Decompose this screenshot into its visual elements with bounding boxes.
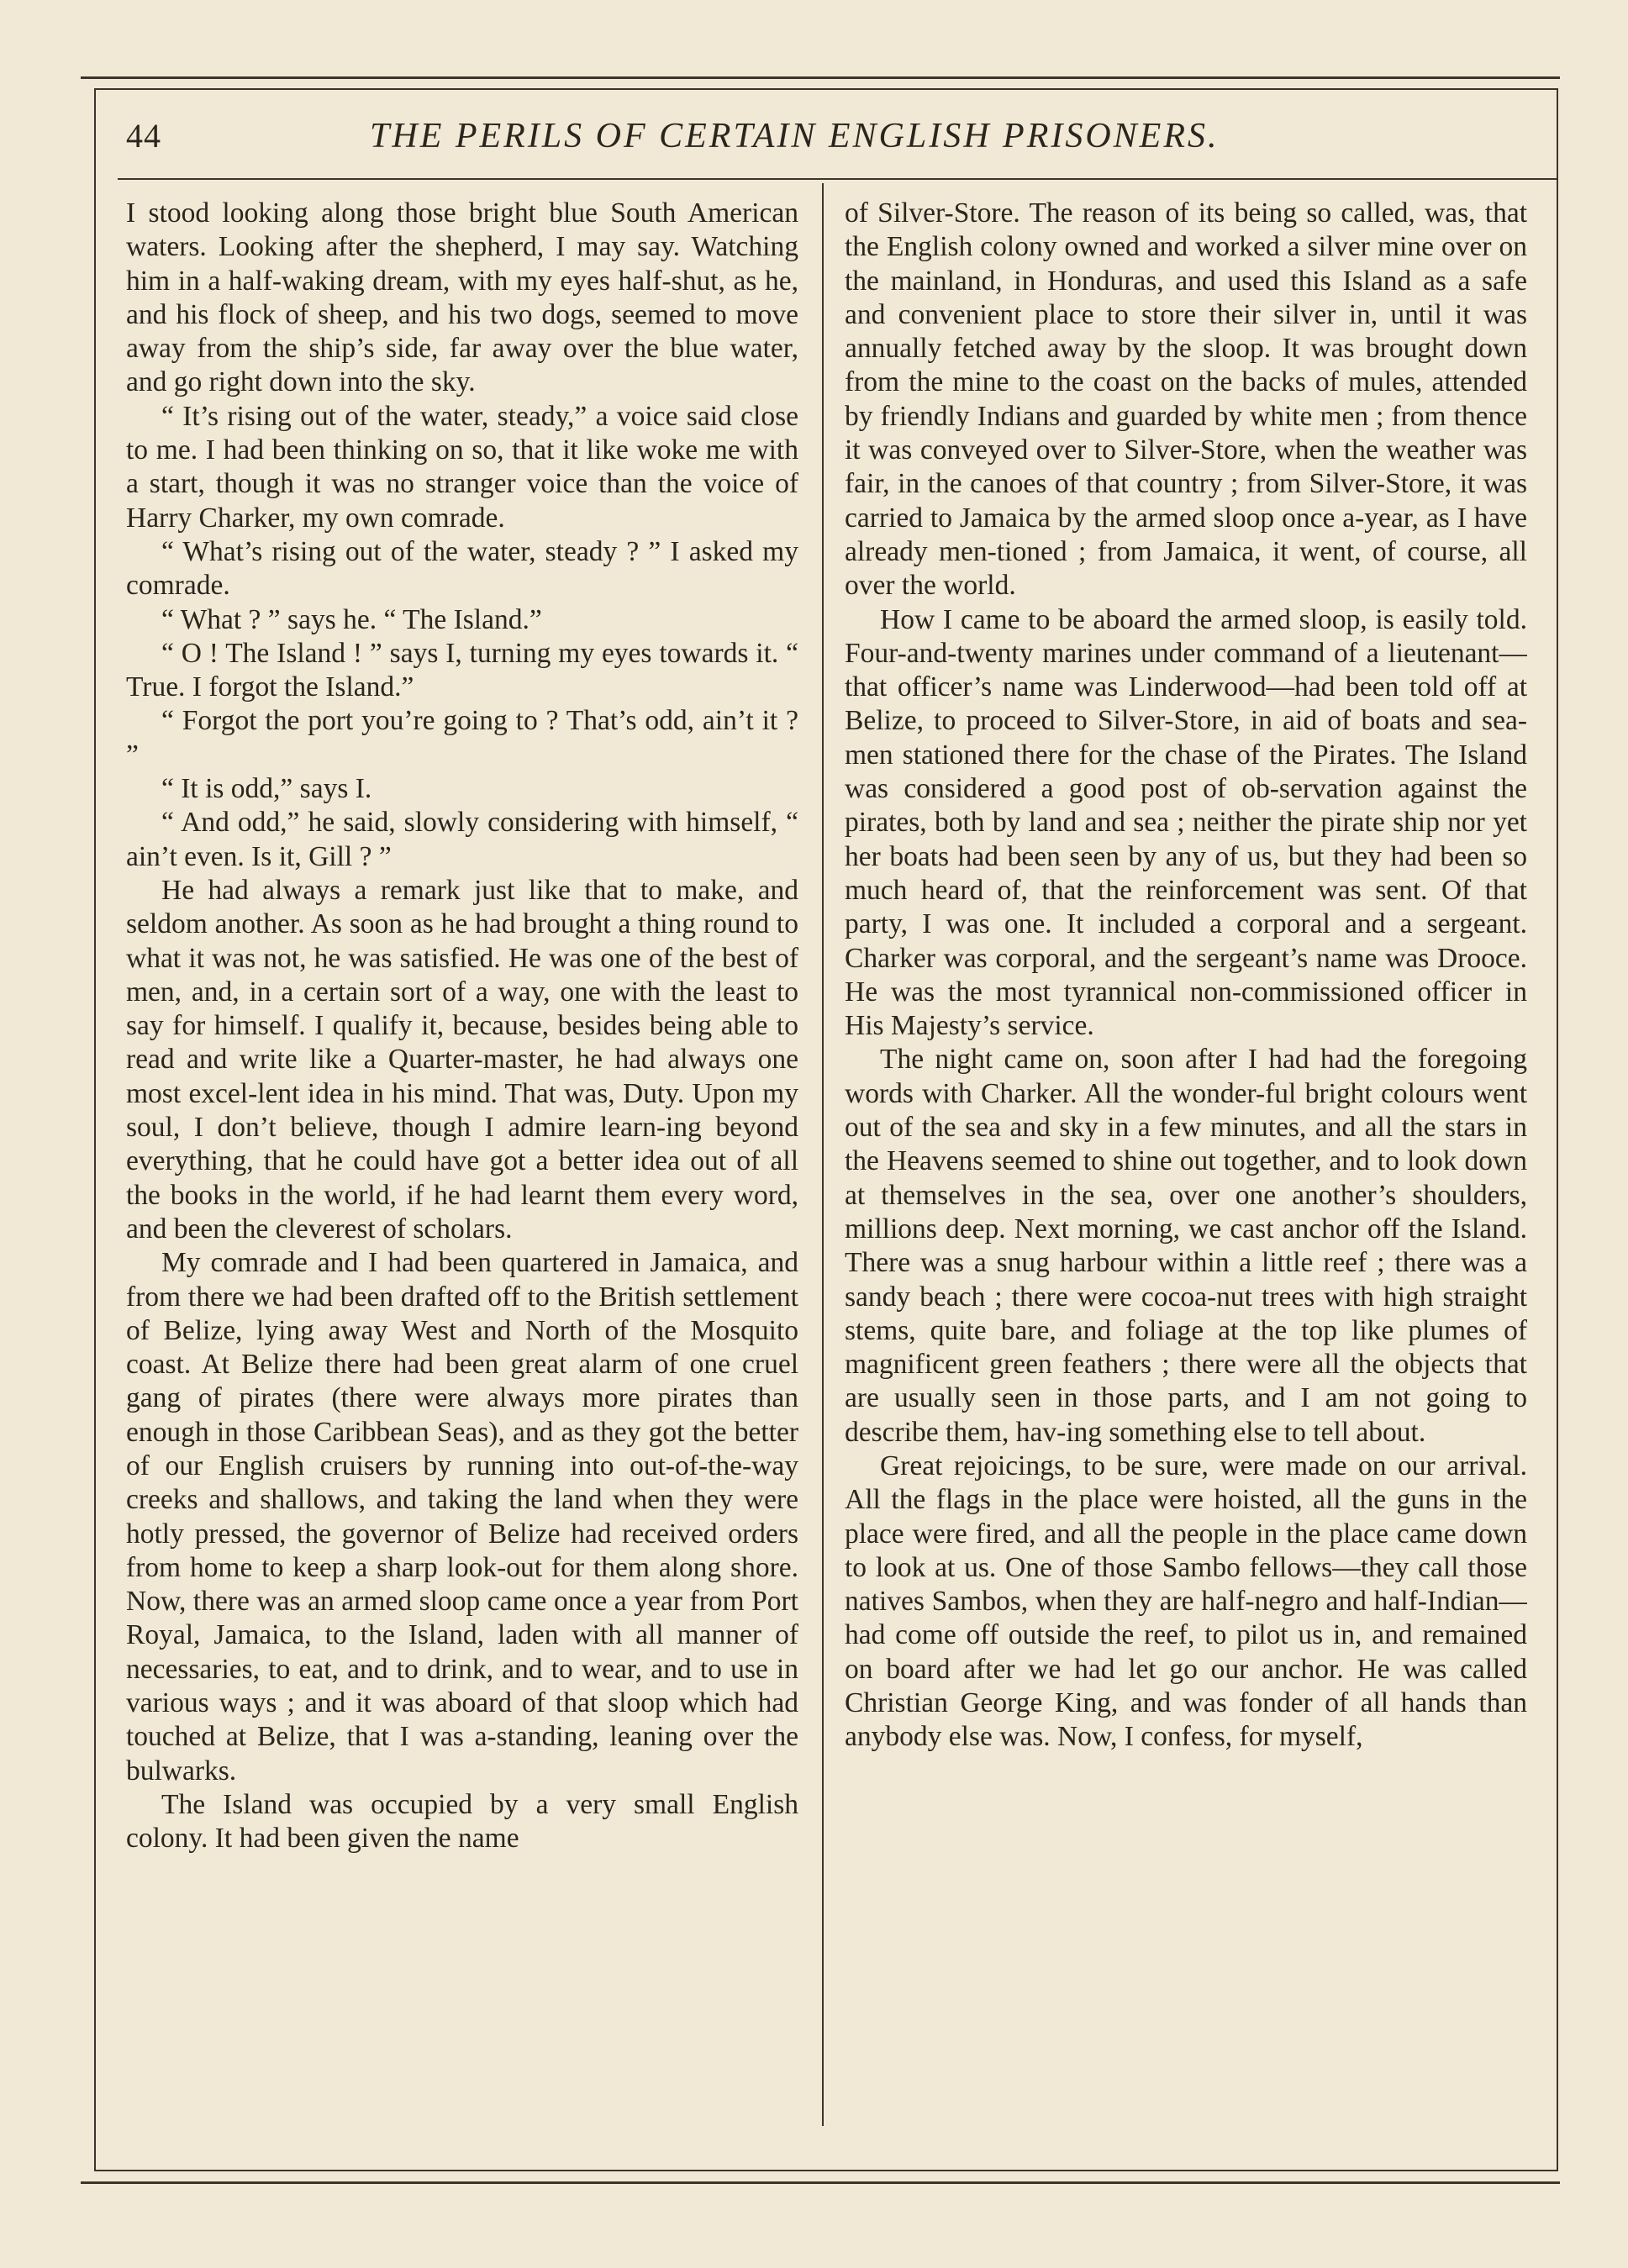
right-column: [845, 197, 1527, 2129]
paragraph: How I came to be aboard the armed sloop, is easily told. Four-and-twenty marines under command of a lieutenant—that officer’s name was Linderwood—had been told off at Belize, to proceed to Silver-Store, in aid of boats and sea-men stationed there for the chase of the Pirates. The Island was considered a good post of ob-servation against the pirates, both by land and sea ; neither the pirate ship nor yet her boats had been seen by any of us, but they had been so much heard of, that the reinforcement was sent. Of that party, I was one. It included a corporal and a sergeant. Charker was corporal, and the sergeant’s name was Drooce. He was the most tyrannical non-commissioned officer in His Majesty’s service.: [845, 603, 1527, 1042]
paragraph: “ What’s rising out of the water, steady ? ” I asked my comrade.: [126, 535, 798, 602]
paragraph: “ It’s rising out of the water, steady,” a voice said close to me. I had been thinking on so, that it like woke me with a start, though it was no stranger voice than the voice of Harry Charker, my own comrade.: [126, 400, 798, 534]
bottom-rule-outer: [81, 2181, 1560, 2184]
paragraph: My comrade and I had been quartered in Jamaica, and from there we had been drafted off to the British settlement of Belize, lying away West and North of the Mosquito coast. At Belize there had been great alarm of one cruel gang of pirates (there were always more pirates than enough in those Caribbean Seas), and as they got the better of our English cruisers by running into out-of-the-way creeks and shallows, and taking the land when they were hotly pressed, the governor of Belize had received orders from home to keep a sharp look-out for them along shore. Now, there was an armed sloop came once a year from Port Royal, Jamaica, to the Island, laden with all manner of necessaries, to eat, and to drink, and to wear, and to use in various ways ; and it was aboard of that sloop which had touched at Belize, that I was a-standing, leaning over the bulwarks.: [126, 1247, 798, 1787]
paragraph: “ It is odd,” says I.: [161, 773, 372, 805]
paragraph: of Silver-Store. The reason of its being so called, was, that the English colony owned and worked a silver mine over on the mainland, in Honduras, and used this Island as a safe and convenient place to store their silver in, until it was annually fetched away by the sloop. It was brought down from the mine to the coast on the backs of mules, attended by friendly Indians and guarded by white men ; from thence it was conveyed over to Silver-Store, when the weather was fair, in the canoes of that country ; from Silver-Store, it was carried to Jamaica by the armed sloop once a-year, as I have already men-tioned ; from Jamaica, it went, of course, all over the world.: [845, 197, 1527, 602]
column-divider: [822, 183, 824, 2126]
running-title: THE PERILS OF CERTAIN ENGLISH PRISONERS.: [370, 117, 1220, 155]
left-column: [126, 197, 798, 2129]
paragraph: “ And odd,” he said, slowly considering with himself, “ ain’t even. Is it, Gill ? ”: [126, 807, 798, 872]
right-rule: [1557, 88, 1558, 2171]
paragraph: Great rejoicings, to be sure, were made on our arrival. All the flags in the place were hoisted, all the guns in the place were fired, and all the people in the place came down to look at us. One of those Sambo fellows—they call those natives Sambos, when they are half-negro and half-Indian—had come off outside the reef, to pilot us in, and remained on board after we had let go our anchor. He was called Christian George King, and was fonder of all hands than anybody else was. Now, I confess, for myself,: [845, 1450, 1527, 1753]
paragraph: I stood looking along those bright blue South American waters. Looking after the shepherd, I may say. Watching him in a half-waking dream, with my eyes half-shut, as he, and his flock of sheep, and his two dogs, seemed to move away from the ship’s side, far away over the blue water, and go right down into the sky.: [126, 197, 798, 398]
paragraph: “ O ! The Island ! ” says I, turning my eyes towards it. “ True. I forgot the Island.”: [126, 637, 798, 703]
paragraph: He had always a remark just like that to make, and seldom another. As soon as he had brought a thing round to what it was not, he was satisfied. He was one of the best of men, and, in a certain sort of a way, one with the least to say for himself. I qualify it, because, besides being able to read and write like a Quarter-master, he had always one most excel-lent idea in his mind. That was, Duty. Upon my soul, I don’t believe, though I admire learn-ing beyond everything, that he could have got a better idea out of all the books in the world, if he had learnt them every word, and been the cleverest of scholars.: [126, 874, 798, 1245]
page-header: [126, 116, 1538, 166]
header-rule: [118, 178, 1557, 180]
paragraph: The Island was occupied by a very small English colony. It had been given the name: [126, 1788, 798, 1855]
top-rule-outer: [81, 76, 1560, 79]
left-rule: [94, 88, 96, 2171]
bottom-rule-inner: [94, 2170, 1558, 2171]
paragraph: The night came on, soon after I had had the foregoing words with Charker. All the wonder-ful bright colours went out of the sea and sky in a few minutes, and all the stars in the Heavens seemed to shine out together, and to look down at themselves in the sea, over one another’s shoulders, millions deep. Next morning, we cast anchor off the Island. There was a snug harbour within a little reef ; there was a sandy beach ; there were cocoa-nut trees with high straight stems, quite bare, and foliage at the top like plumes of magnificent green feathers ; there were all the objects that are usually seen in those parts, and I am not going to describe them, hav-ing something else to tell about.: [845, 1044, 1527, 1448]
paragraph: “ Forgot the port you’re going to ? That’s odd, ain’t it ? ”: [126, 705, 798, 771]
top-rule-inner: [94, 88, 1558, 90]
paragraph: “ What ? ” says he. “ The Island.”: [161, 603, 542, 635]
page-number: 44: [126, 117, 161, 155]
